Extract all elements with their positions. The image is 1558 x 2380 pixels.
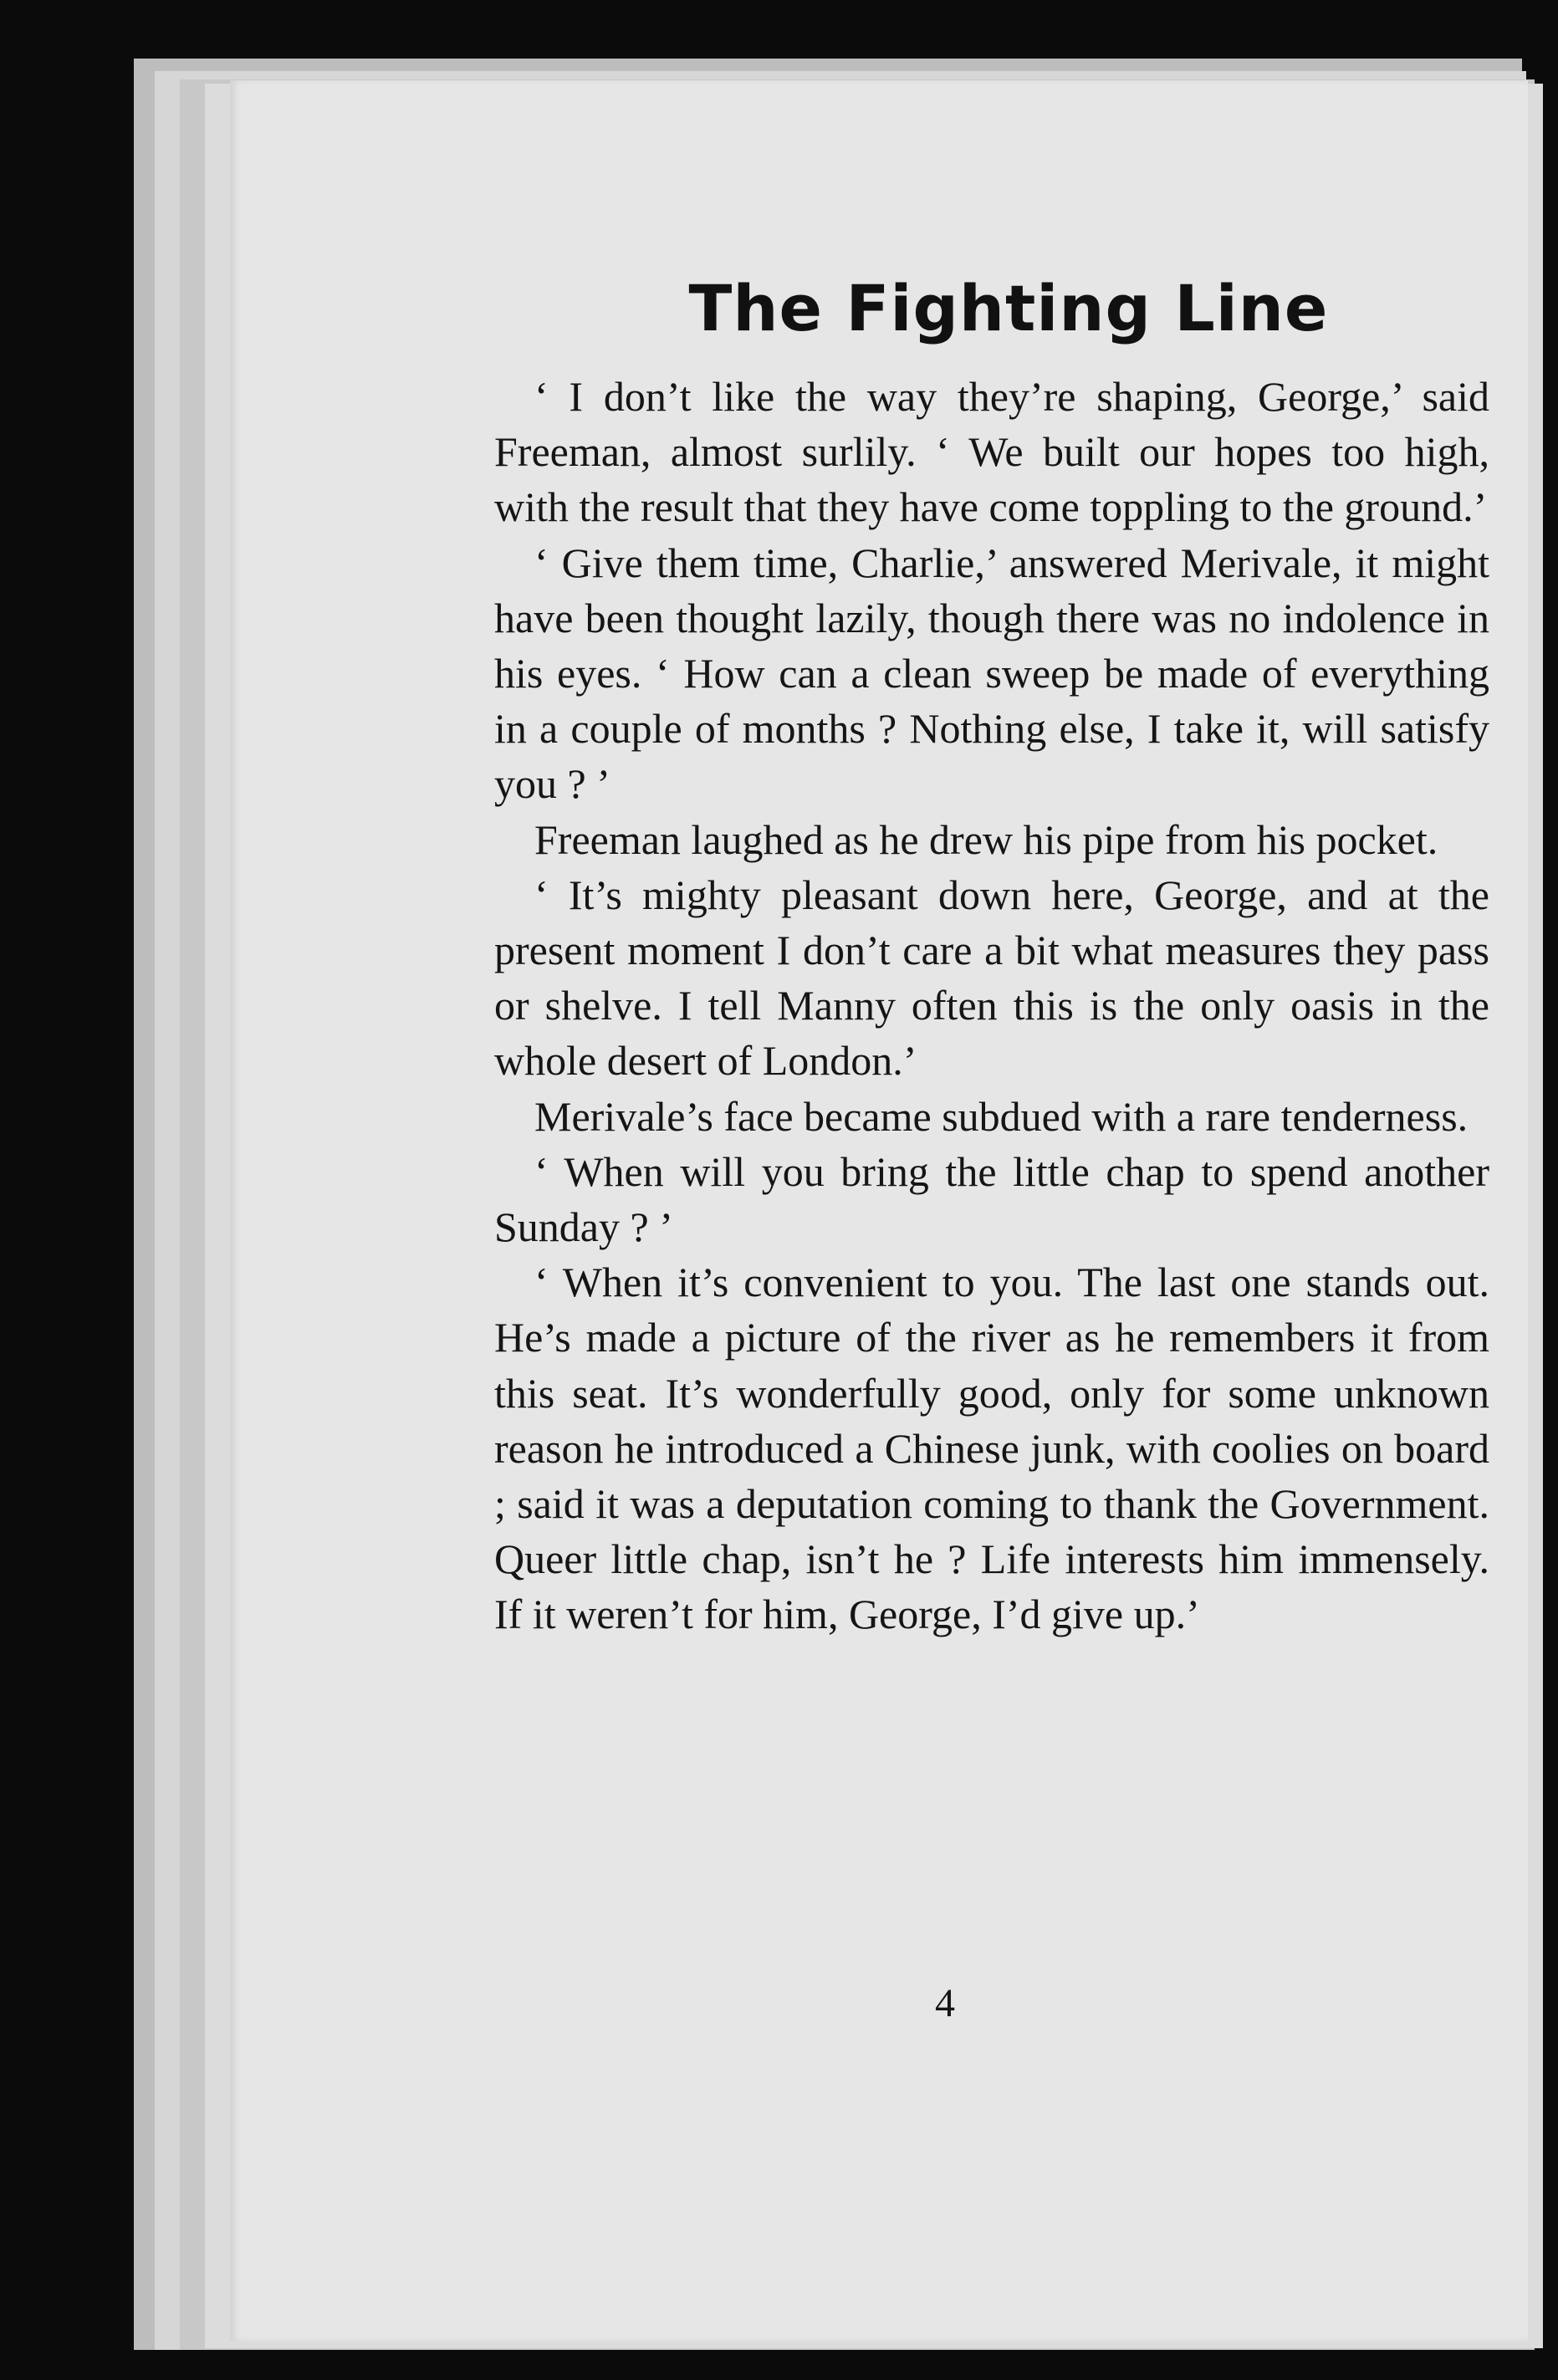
paragraph: ‘ Give them time, Charlie,’ answered Merivale, it might have been thought lazily, though there was no indolence in his eyes. ‘ How can a clean sweep be made of everything in a couple of months ? Nothing else, I take it, will satisfy you ? ’ bbox=[494, 539, 1489, 808]
paragraph: Freeman laughed as he drew his pipe from his pocket. bbox=[534, 815, 1438, 863]
paragraph: ‘ When will you bring the little chap to spend another Sunday ? ’ bbox=[494, 1147, 1489, 1251]
paragraph: ‘ I don’t like the way they’re shaping, George,’ said Freeman, almost surlily. ‘ We built our hopes too high, with the result that they have come toppling to the ground.’ bbox=[494, 373, 1489, 531]
page-number: 4 bbox=[935, 1981, 955, 2025]
page-text bbox=[494, 272, 1489, 1642]
running-title: The Fighting Line bbox=[688, 271, 1329, 345]
paragraph: ‘ When it’s convenient to you. The last one stands out. He’s made a picture of the river as he remembers it from this seat. It’s wonderfully good, only for some unknown reason he introduced a Chinese junk, with coolies on board ; said it was a deputation coming to thank the Government. Queer little chap, isn’t he ? Life interests him immensely. If it weren’t for him, George, I’d give up.’ bbox=[494, 1259, 1489, 1638]
paragraph: ‘ It’s mighty pleasant down here, George, and at the present moment I don’t care a bit what measures they pass or shelve. I tell Manny often this is the only oasis in the whole desert of London.’ bbox=[494, 871, 1489, 1085]
paragraph: Merivale’s face became subdued with a rare tenderness. bbox=[534, 1092, 1469, 1140]
